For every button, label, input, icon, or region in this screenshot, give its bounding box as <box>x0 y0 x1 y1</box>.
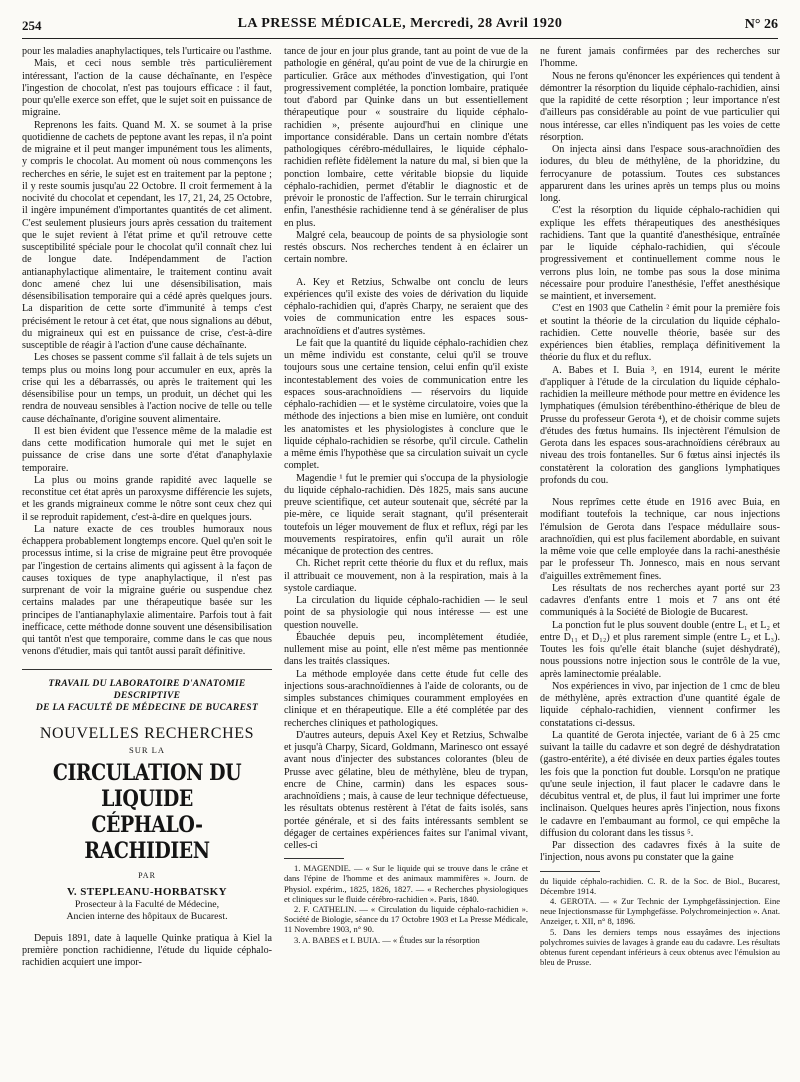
journal-title: LA PRESSE MÉDICALE, Mercredi, 28 Avril 1920 <box>237 16 563 31</box>
paragraph: C'est en 1903 que Cathelin ² émit pour la première fois et soutint la théorie de la circulation du liquide céphalo-rachidien. Cette nouvelle théorie, basée sur des expériences bien établies, remplaça définitivement la théorie du flux et du reflux. <box>540 303 780 364</box>
footnote-rule <box>540 871 600 872</box>
footnote: 1. MAGENDIE. — « Sur le liquide qui se trouve dans le crâne et dans l'épine de l'homme et des animaux mammifères ». Journ. de Physiol. expérim., 1825, 1826, 1827. — « Recherches physiologiques et cliniques sur le fluide cérébro-rachidien ». Paris, 1840. <box>284 863 528 904</box>
paragraph: D'autres auteurs, depuis Axel Key et Retzius, Schwalbe et jusqu'à Charpy, Sicard, Goldmann, Marinesco ont essayé avant nous d'injecter des substances colorantes (bleu de Prusse avec gélatine, bleu de méthylène, bleu de trypan, encre de Chine, carmin) dans les espaces sous-arachnoïdiens ; mais, à cause de leur technique défectueuse, les résultats obtenus restèrent à l'état de faits isolés, sans portée générale, et si des faits intéressants semblent se dégager de certaines expériences faites sur l'animal vivant, celles-ci <box>284 729 528 851</box>
author-name: V. STEPLEANU-HORBATSKY <box>67 886 227 899</box>
paragraph: Nous ne ferons qu'énoncer les expériences qui tendent à démontrer la résorption du liquide céphalo-rachidien, ainsi que la rapidité de cette résorption ; leur importance n'est d'ailleurs pas considérable au point de vue particulier qui nous intéresse, car elles n'indiquent pas les voies de cette résorption. <box>540 70 780 143</box>
paragraph: tance de jour en jour plus grande, tant au point de vue de la pathologie en général, qu'au point de vue de la chirurgie en particulier. Grâce aux méthodes d'investigation, qui l'ont progressivement complétée, la ponction lombaire, pratiquée tout d'abord par Quinke dans un but essentiellement thérapeutique pour « soustraire du liquide céphalo-rachidien », présente aujourd'hui en clinique une importance considérable. Dans un certain nombre d'états pathologiques cérébro-médullaires, le liquide céphalo-rachidien reflète fidèlement la nature du mal, si bien que la ponction lombaire, cette véritable biopsie du liquide céphalo-rachidien, permet d'établir le diagnostic et de prévoir le pronostic de l'affection. Sur le terrain chirurgical enfin, l'anesthésie rachidienne tend à se généraliser de plus en plus. <box>284 46 528 229</box>
paragraph: La plus ou moins grande rapidité avec laquelle se reconstitue cet état après un paroxysme différencie les sujets, et les grands migraineux comme le nôtre sont ceux chez qui il se reproduit rapidement, c'est-à-dire en quelques jours. <box>22 474 272 523</box>
paragraph: Magendie ¹ fut le premier qui s'occupa de la physiologie du liquide céphalo-rachidien. Dès 1825, mais sans aucune preuve scientifique, cet auteur soutenait que, sécrété par la pie-mère, ce liquide serait stagnant, qu'il présenterait toutefois un léger mouvement de flux et reflux, régi par les mouvements respiratoires, enfin qu'il aurait un rôle mécanique de protection des centres. <box>284 472 528 557</box>
paragraph: Nous reprîmes cette étude en 1916 avec Buia, en modifiant toutefois la technique, car nous injections l'émulsion de Gerota dans l'espace médullaire sous-arachnoïdien, qui est plus facilement abordable, en suivant la même voie que celle employée dans la rachi-anesthésie par le professeur Th. Jonnesco, mais en nous servant d'aiguilles extrêmement fines. <box>540 497 780 582</box>
footnote: 2. F. CATHELIN. — « Circulation du liquide céphalo-rachidien ». Société de Biologie, séance du 17 Octobre 1903 et La Presse Médicale, 11 Novembre 1903, n° 90. <box>284 904 528 935</box>
paragraph: Le fait que la quantité du liquide céphalo-rachidien chez un même individu est constante, celui qu'il se trouve toujours sous une certaine tension, celui enfin qu'il existe incontestablement des voies de communication entre les espaces sous-arachnoïdiens — réservoirs du liquide céphalo-rachidien — et le système circulatoire, voies que la méthode des injections a bien mise en lumière, ont conduit les anatomistes et les physiologistes à conclure que le liquide céphalo-rachidien se résorbe, qu'il circule. Cathelin a même émis l'hypothèse que sa circulation suivait un cycle complet. <box>284 337 528 472</box>
paragraph: On injecta ainsi dans l'espace sous-arachnoïdien des iodures, du bleu de méthylène, de la phoridzine, du ferrocyanure de potassium. Toutes ces substances apparurent dans les urines après un temps plus ou moins long. <box>540 144 780 204</box>
column-2 <box>284 46 528 945</box>
footnotes <box>540 876 780 968</box>
article-intro: Depuis 1891, date à laquelle Quinke pratiqua à Kiel la première ponction rachidienne, l'étude du liquide céphalo-rachidien acquiert une impor- <box>22 932 272 968</box>
paragraph: Reprenons les faits. Quand M. X. se soumet à la prise quotidienne de cachets de peptone avant les repas, il n'a point de migraine et il peut manger impunément tous les aliments, y compris le chocolat. Au moment où nous commençons les recherches en série, le sujet est en traitement par la peptone ; il y reste soumis jusqu'au 22 Octobre. Il croit fermement à la nocivité du chocolat et cependant, les 17, 21, 24, 25 Octobre, il ingère impunément d'importantes quantités de cet aliment. C'est seulement plusieurs jours après cessation du traitement que le sujet revient à l'état prime et qu'il retrouve cette susceptibilité spéciale pour le chocolat qu'il connaît chez lui de longue date. Indépendamment de l'action antianaphylactique alimentaire, le traitement continu avait donc amené chez lui une désensibilisation, mais désensibilisation temporaire qui a cédé après quelques jours. La disparition de cette sorte d'immunité à temps c'est précisément le retour à cet état, que nous signalions au début, du migraineux qui est en puissance de crise, c'est-à-dire susceptible de réagir à l'action d'une cause déchaînante. <box>22 119 272 351</box>
column-1 <box>22 46 272 969</box>
paragraph: ne furent jamais confirmées par des recherches sur l'homme. <box>540 46 780 70</box>
footnote: 5. Dans les derniers temps nous essayâmes des injections polychromes suivies de lavages à grande eau du cadavre. Les résultats obtenus furent cependant inférieurs à ceux obtenus avec l'émulsion au bleu de Prusse. <box>540 926 780 968</box>
author-affiliation <box>22 899 272 923</box>
article-connector: SUR LA <box>129 744 165 755</box>
paragraph: Ch. Richet reprit cette théorie du flux et du reflux, mais il attribuait ce mouvement, non à la respiration, mais à la systole cardiaque. <box>284 558 528 594</box>
affiliation-line: Prosecteur à la Faculté de Médecine, <box>74 898 220 910</box>
article-title-line-1: CIRCULATION DU LIQUIDE <box>52 760 242 812</box>
paragraph: pour les maladies anaphylactiques, tels l'urticaire ou l'asthme. <box>22 46 272 57</box>
paragraph: Malgré cela, beaucoup de points de sa physiologie sont restés obscurs. Nos recherches tendent à en éclairer un certain nombre. <box>284 229 528 266</box>
byline-par: PAR <box>138 871 156 880</box>
paragraph: Mais, et ceci nous semble très particulièrement intéressant, l'action de la cause déchaînante, en l'espèce l'ingestion de chocolat, n'est pas toujours efficace : il faut, pour qu'elle exerce son effet, que le sujet soit en puissance de migraine. <box>22 58 272 119</box>
affiliation-line: Ancien interne des hôpitaux de Bucarest. <box>66 910 228 922</box>
paragraph: Nos expériences in vivo, par injection de 1 cmc de bleu de méthylène, après extraction d'une quantité égale de liquide céphalo-rachidien, viennent confirmer les constatations ci-dessus. <box>540 680 780 729</box>
page-header <box>22 16 778 39</box>
page-number: 254 <box>22 18 42 33</box>
footnote: 4. GEROTA. — « Zur Technic der Lymphgefässinjection. Eine neue Injectionsmasse für Lymphgefässe. Polychromeinjection ». Anat. Anzeiger, t. XII, n° 8, 1896. <box>540 895 780 927</box>
footnote: 3. A. BABES et I. BUIA. — « Études sur la résorption <box>294 934 480 945</box>
issue-number: N° 26 <box>744 17 778 32</box>
paragraph: La ponction fut le plus souvent double (entre L₁ et L₂ et entre D₁₁ et D₁₂) et plus rarement simple (entre L₂ et L₃). Toutes les fois qu'elle était blanche (sujet déshydraté), nous poussions notre injection sous le contrôle de la vue, après laminectomie préalable. <box>540 619 780 680</box>
footnotes <box>284 863 528 945</box>
paragraph: La méthode employée dans cette étude fut celle des injections sous-arachnoïdiennes à l'aide de colorants, ou de simples substances chimiques couramment employées en clinique et en thérapeutique. Elle a été complétée par des recherches cliniques et pathologiques. <box>284 668 528 729</box>
paragraph: Ébauchée depuis peu, incomplètement étudiée, nullement mise au point, elle n'est même pas mentionnée dans les traités classiques. <box>284 631 528 668</box>
paragraph: Par dissection des cadavres fixés à la suite de l'injection, nous avons pu constater que la gaine <box>540 840 780 864</box>
paragraph: A. Babes et I. Buia ³, en 1914, eurent le mérite d'appliquer à l'étude de la circulation du liquide céphalo-rachidien la meilleure méthode pour mettre en évidence les lymphatiques (émulsion térébenthino-éthérique de bleu de Prusse du professeur Gerota ⁴), et de choisir comme sujets d'études des fœtus humains. Ils injectèrent l'émulsion de Gerota dans les espaces sous-arachnoïdiens cérébraux au niveau des trois fontanelles. Sur 6 fœtus ainsi injectés ils constatèrent la coloration des ganglions lymphatiques profonds du cou. <box>540 364 780 486</box>
column-3 <box>540 46 780 967</box>
paragraph: A. Key et Retzius, Schwalbe ont conclu de leurs expériences qu'il existe des voies de dérivation du liquide céphalo-rachidien qui, d'après Charpy, ne seraient que des voies de communication entre les espaces sous-arachnoïdiens et d'autres systèmes. <box>284 276 528 337</box>
paragraph: La circulation du liquide céphalo-rachidien — le seul point de sa physiologie qui nous intéresse — est une question nouvelle. <box>284 595 528 631</box>
paragraph: La quantité de Gerota injectée, variant de 6 à 25 cmc suivant la taille du cadavre et son degré de déshydratation (gastro-entérite), a été divisée en deux parties égales toutes les fois que la ponction fut double. Lorsqu'on ne pratique qu'une seule injection, il faut placer le cadavre dans le décubitus ventral et, de plus, il faut lui imprimer une forte inclinaison. Quelques heures après l'injection, nous fixons le cadavre en l'embaumant au formol, ce qui empêche la diffusion du colorant dans les tissus ⁵. <box>540 729 780 839</box>
article-title-line-2: CÉPHALO-RACHIDIEN <box>84 812 210 864</box>
paragraph: Il est bien évident que l'essence même de la maladie est dans cette modification humorale qui met le sujet en puissance de crise dans une sorte d'état d'anaphylaxie temporaire. <box>22 425 272 474</box>
paragraph: Les choses se passent comme s'il fallait à de tels sujets un temps plus ou moins long pour accumuler en eux, après la crise qui les a débarrassés, ou après le traitement qui les désensibilise pour un temps, un produit, un déchet qui les rendra de nouveau sensibles à l'action nocive de telle ou telle cause déchaînante, d'origine souvent alimentaire. <box>22 352 272 425</box>
faculty-line: DE LA FACULTÉ DE MÉDECINE DE BUCAREST <box>35 701 259 713</box>
laboratory-line: TRAVAIL DU LABORATOIRE D'ANATOMIE DESCRIPTIVE <box>48 677 246 701</box>
paragraph: Les résultats de nos recherches ayant porté sur 23 cadavres d'enfants entre 1 mois et 7 ans ont été communiqués à la Société de Biologie de Bucarest. <box>540 582 780 619</box>
paragraph: La nature exacte de ces troubles humoraux nous échappera probablement longtemps encore. Quel qu'en soit le processus intime, si la crise de migraine peut être provoquée par l'ingestion de certains aliments qui agissent à la façon de causes toxiques de type anaphylactique, il n'est pas surprenant de voir la migraine guérie ou suspendue chez certains malades par une thérapeutique basée sur les principes de l'antianaphylaxie alimentaire. Parfois tout à fait inefficace, cette méthode donne souvent une désensibilisation qui tantôt n'est que temporaire, comme dans le cas que nous venons d'étudier, mais qui tantôt aussi paraît définitive. <box>22 523 272 658</box>
section-divider <box>22 669 272 670</box>
article-kicker: NOUVELLES RECHERCHES <box>39 724 255 742</box>
footnote: du liquide céphalo-rachidien. C. R. de la Soc. de Biol., Bucarest, Décembre 1914. <box>540 875 780 896</box>
footnote-rule <box>284 858 344 859</box>
paragraph: C'est la résorption du liquide céphalo-rachidien qui explique les effets thérapeutiques des anesthésiques rachidiens. Tant que la quantité d'anesthésique, entraînée par le liquide céphalo-rachidien, qui s'écoule progressivement et continuellement comme nous le verrons plus loin, ne tombe pas sous la dose minima nécessaire pour produire l'anesthésie, l'effet anesthésique se maintient, et inversement. <box>540 205 780 302</box>
